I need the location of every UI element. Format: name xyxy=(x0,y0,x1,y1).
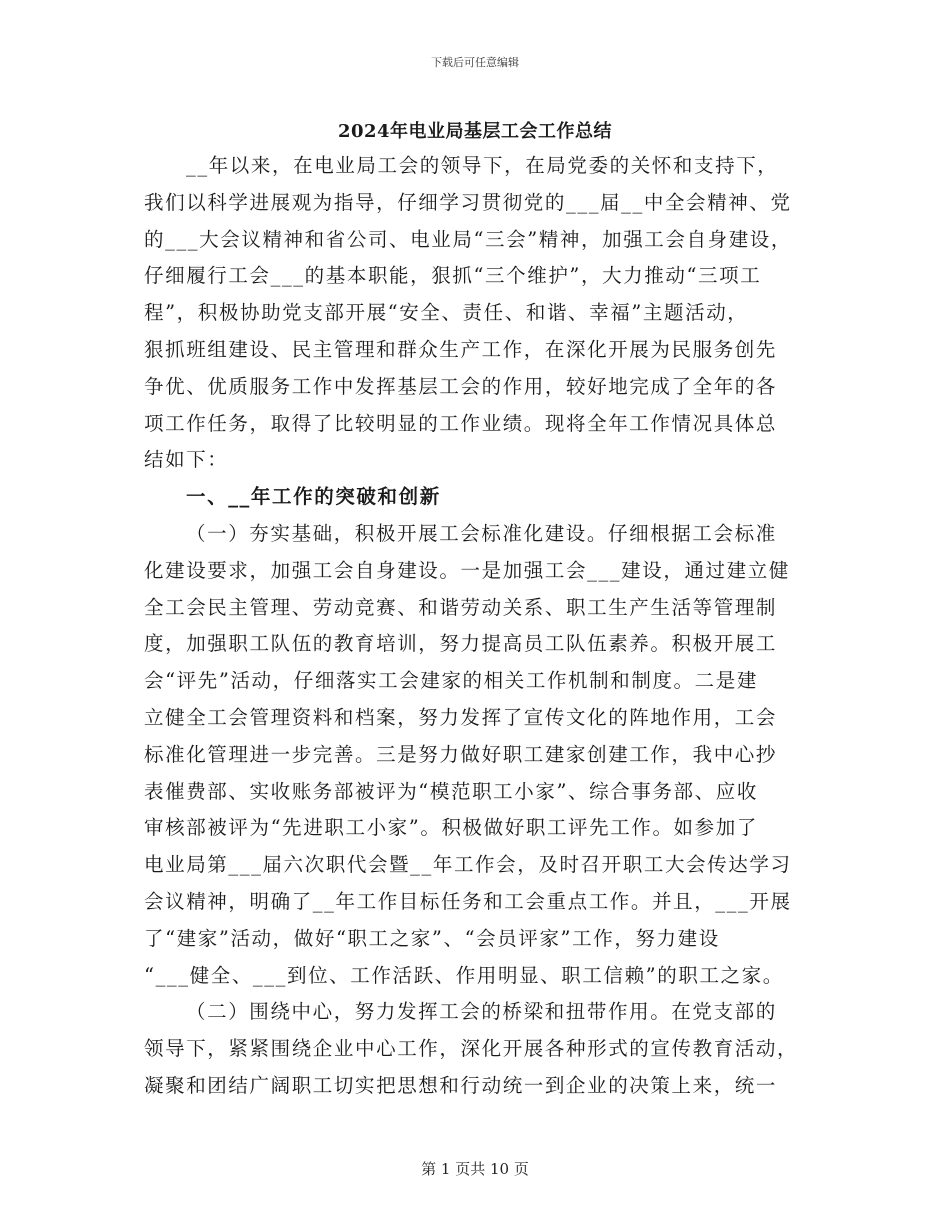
section-heading: 一、__年工作的突破和创新 xyxy=(186,485,441,509)
paragraph-line: 狠抓班组建设、民主管理和群众生产工作，在深化开展为民服务创先 xyxy=(144,337,778,361)
paragraph-line: 审核部被评为“先进职工小家”。积极做好职工评先工作。如参加了 xyxy=(144,816,758,840)
paragraph-line: 程”，积极协助党支部开展“安全、责任、和谐、幸福”主题活动， xyxy=(144,301,749,325)
paragraph-line: 争优、优质服务工作中发挥基层工会的作用，较好地完成了全年的各 xyxy=(144,374,778,398)
paragraph-line: 会议精神，明确了__年工作目标任务和工会重点工作。并且，___开展 xyxy=(144,889,792,913)
paragraph-line: （一）夯实基础，积极开展工会标准化建设。仔细根据工会标准 xyxy=(186,521,777,545)
paragraph-line: 化建设要求，加强工会自身建设。一是加强工会___建设，通过建立健 xyxy=(144,558,790,582)
document-body xyxy=(144,148,816,1105)
paragraph-line: 仔细履行工会___的基本职能，狠抓“三个维护”，大力推动“三项工 xyxy=(144,264,762,288)
header-note: 下载后可任意编辑 xyxy=(431,56,519,69)
paragraph-line: （二）围绕中心，努力发挥工会的桥梁和扭带作用。在党支部的 xyxy=(186,1000,777,1024)
paragraph-line: 项工作任务，取得了比较明显的工作业绩。现将全年工作情况具体总 xyxy=(144,411,778,435)
paragraph-line: “___健全、___到位、工作活跃、作用明显、职工信赖”的职工之家。 xyxy=(144,963,784,987)
paragraph-line: 度，加强职工队伍的教育培训，努力提高员工队伍素养。积极开展工 xyxy=(144,632,778,656)
paragraph-line: 我们以科学进展观为指导，仔细学习贯彻党的___届__中全会精神、党 xyxy=(144,190,792,214)
paragraph-line: 了“建家”活动，做好“职工之家”、“会员评家”工作，努力建设 xyxy=(144,926,720,950)
paragraph-line: 凝聚和团结广阔职工切实把思想和行动统一到企业的决策上来，统一 xyxy=(144,1073,778,1097)
document-title: 2024年电业局基层工会工作总结 xyxy=(337,121,613,142)
paragraph-line: 电业局第___届六次职代会暨__年工作会，及时召开职工大会传达学习 xyxy=(144,853,792,877)
paragraph-line: 结如下： xyxy=(144,448,229,472)
paragraph-line: 的___大会议精神和省公司、电业局“三会”精神，加强工会自身建设， xyxy=(144,227,792,251)
paragraph-line: 全工会民主管理、劳动竞赛、和谐劳动关系、职工生产生活等管理制 xyxy=(144,595,778,619)
page-footer: 第 1 页共 10 页 xyxy=(421,1160,529,1178)
paragraph-line: 领导下，紧紧围绕企业中心工作，深化开展各种形式的宣传教育活动， xyxy=(144,1037,799,1061)
paragraph-line: 立健全工会管理资料和档案，努力发挥了宣传文化的阵地作用，工会 xyxy=(144,705,778,729)
paragraph-line: 会“评先”活动，仔细落实工会建家的相关工作机制和制度。二是建 xyxy=(144,669,758,693)
paragraph-line: 标准化管理进一步完善。三是努力做好职工建家创建工作，我中心抄 xyxy=(144,742,778,766)
paragraph-line: __年以来，在电业局工会的领导下，在局党委的关怀和支持下， xyxy=(186,154,779,177)
paragraph-line: 表催费部、实收账务部被评为“模范职工小家”、综合事务部、应收 xyxy=(144,779,758,803)
